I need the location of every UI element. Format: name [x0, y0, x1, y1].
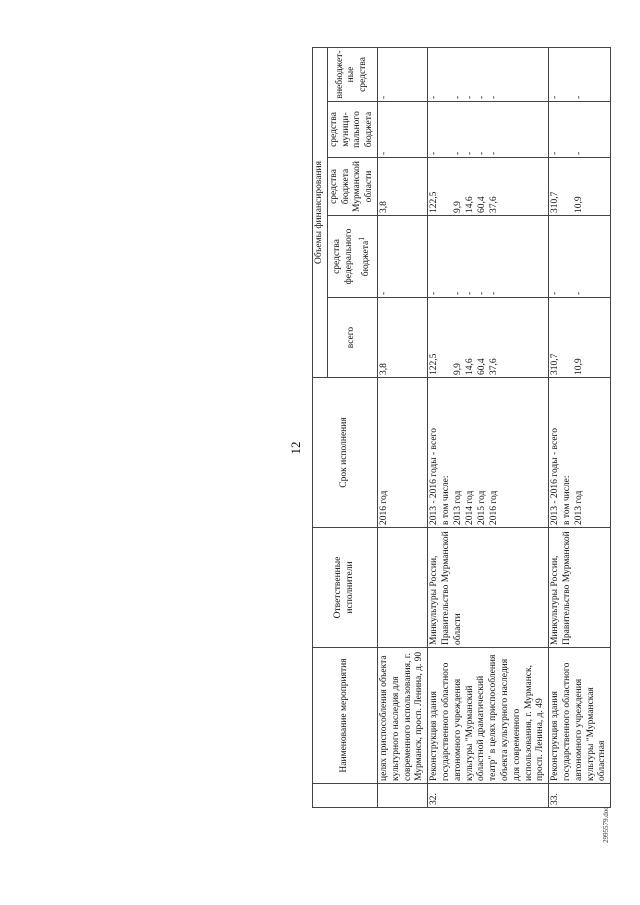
- row-deadline-line: 2014 год: [465, 490, 476, 525]
- row-municipal-line: -: [453, 151, 464, 155]
- row-deadline-cell: [377, 378, 427, 528]
- row-number: 33.: [549, 784, 611, 808]
- table-row: [549, 47, 611, 807]
- row-federal-line: -: [550, 291, 561, 295]
- row-deadline-cell: [428, 378, 549, 528]
- header-municipal: средства муници-пального бюджета: [327, 102, 377, 158]
- row-total-line: [562, 300, 574, 375]
- row-deadline-line: 2016 год: [378, 490, 389, 525]
- row-regional-line: [562, 160, 574, 213]
- row-regional-line: 37,6: [489, 196, 500, 213]
- row-extrabudget-line: [562, 50, 574, 99]
- row-extrabudget-line: -: [574, 95, 585, 99]
- row-municipal-cell: [549, 102, 611, 158]
- row-municipal-line: -: [378, 151, 389, 155]
- row-municipal-line: -: [489, 151, 500, 155]
- row-extrabudget-cell: [377, 47, 427, 101]
- row-federal-line: [562, 218, 574, 295]
- header-regional: средства бюджета Мурманской области: [327, 158, 377, 216]
- row-federal-cell: [549, 216, 611, 298]
- row-extrabudget-line: -: [465, 95, 476, 99]
- row-number: [377, 784, 427, 808]
- row-total-line: 60,4: [477, 358, 488, 375]
- row-total-line: 3,8: [378, 363, 389, 375]
- row-regional-line: 14,6: [465, 196, 476, 213]
- row-name: целях приспособления объекта культурного наследия для современного использования, г. Мурманск, просп. Ленина, д. 90: [377, 648, 427, 784]
- header-total: всего: [327, 298, 377, 378]
- header-federal-label: средства федерального бюджета: [332, 228, 371, 285]
- row-name: Реконструкция здания государственного областного автономного учреждения культуры "Мурманская областная: [549, 648, 611, 784]
- row-extrabudget-line: -: [378, 95, 389, 99]
- row-federal-line: -: [574, 291, 585, 295]
- row-federal-line: -: [378, 291, 389, 295]
- row-federal-line: -: [477, 291, 488, 295]
- row-municipal-line: -: [429, 151, 440, 155]
- row-total-line: 310,7: [550, 353, 561, 375]
- row-regional-line: [441, 160, 453, 213]
- row-responsible: Минкультуры России, Правительство Мурманской области: [428, 528, 549, 648]
- row-municipal-line: -: [465, 151, 476, 155]
- header-federal: [327, 216, 377, 298]
- row-total-cell: [377, 298, 427, 378]
- row-municipal-line: [441, 104, 453, 155]
- row-total-line: 14,6: [465, 358, 476, 375]
- footer-code: 2995579.doc: [602, 806, 610, 843]
- row-number: 32.: [428, 784, 549, 808]
- row-total-line: 9,9: [453, 363, 464, 375]
- row-regional-line: 310,7: [550, 191, 561, 213]
- row-extrabudget-line: -: [429, 95, 440, 99]
- header-num: [313, 784, 378, 808]
- header-federal-footnote: 1: [356, 236, 366, 241]
- row-extrabudget-line: -: [453, 95, 464, 99]
- row-extrabudget-cell: [549, 47, 611, 101]
- row-deadline-line: 2013 - 2016 годы - всего: [429, 428, 440, 525]
- row-regional-cell: [549, 158, 611, 216]
- row-regional-cell: [428, 158, 549, 216]
- row-deadline-line: 2013 - 2016 годы - всего: [550, 428, 561, 525]
- table-row: [377, 47, 427, 807]
- table-row: [428, 47, 549, 807]
- row-total-cell: [428, 298, 549, 378]
- row-deadline-line: 2015 год: [477, 490, 488, 525]
- row-extrabudget-line: -: [489, 95, 500, 99]
- header-extrabudget: внебюджет-ные средства: [327, 47, 377, 101]
- row-regional-line: 10,9: [574, 196, 585, 213]
- row-total-line: [441, 300, 453, 375]
- row-municipal-line: -: [477, 151, 488, 155]
- row-total-line: 10,9: [574, 358, 585, 375]
- row-deadline-line: 2016 год: [489, 490, 500, 525]
- row-responsible: Минкультуры России, Правительство Мурманской: [549, 528, 611, 648]
- header-row-1: [313, 47, 328, 807]
- row-responsible: [377, 528, 427, 648]
- header-name: Наименование мероприятия: [313, 648, 378, 784]
- row-federal-line: -: [489, 291, 500, 295]
- row-deadline-line: 2013 год: [574, 490, 585, 525]
- row-regional-line: 60,4: [477, 196, 488, 213]
- row-municipal-cell: [377, 102, 427, 158]
- rotated-sheet: [40, 48, 620, 848]
- row-federal-cell: [377, 216, 427, 298]
- row-regional-cell: [377, 158, 427, 216]
- row-federal-line: -: [429, 291, 440, 295]
- row-total-line: 122,5: [429, 353, 440, 375]
- row-extrabudget-cell: [428, 47, 549, 101]
- row-federal-line: -: [453, 291, 464, 295]
- row-extrabudget-line: [441, 50, 453, 99]
- row-extrabudget-line: -: [550, 95, 561, 99]
- row-total-line: 37,6: [489, 358, 500, 375]
- row-total-cell: [549, 298, 611, 378]
- row-municipal-cell: [428, 102, 549, 158]
- row-deadline-line: 2013 год: [453, 490, 464, 525]
- row-extrabudget-line: -: [477, 95, 488, 99]
- row-federal-line: [441, 218, 453, 295]
- row-municipal-line: [562, 104, 574, 155]
- financing-table: [312, 47, 611, 808]
- row-deadline-line: в том числе:: [441, 475, 452, 525]
- row-federal-cell: [428, 216, 549, 298]
- row-regional-line: 9,9: [453, 201, 464, 213]
- row-deadline-cell: [549, 378, 611, 528]
- header-responsible: Ответственные исполнители: [313, 528, 378, 648]
- row-municipal-line: -: [574, 151, 585, 155]
- row-regional-line: 122,5: [429, 191, 440, 213]
- header-deadline: Срок исполнения: [313, 378, 378, 528]
- header-financing-group: Объемы финансирования: [313, 47, 328, 377]
- row-deadline-line: в том числе:: [562, 475, 573, 525]
- page-number: 12: [288, 441, 303, 455]
- row-federal-line: -: [465, 291, 476, 295]
- row-name: Реконструкция здания государственного областного автономного учреждения культуры "Мурманский областной драматический театр" в целях приспособления объекта культурного наследия для современного использования, г. Мурманск, просп. Ленина, д. 49: [428, 648, 549, 784]
- row-regional-line: 3,8: [378, 201, 389, 213]
- row-municipal-line: -: [550, 151, 561, 155]
